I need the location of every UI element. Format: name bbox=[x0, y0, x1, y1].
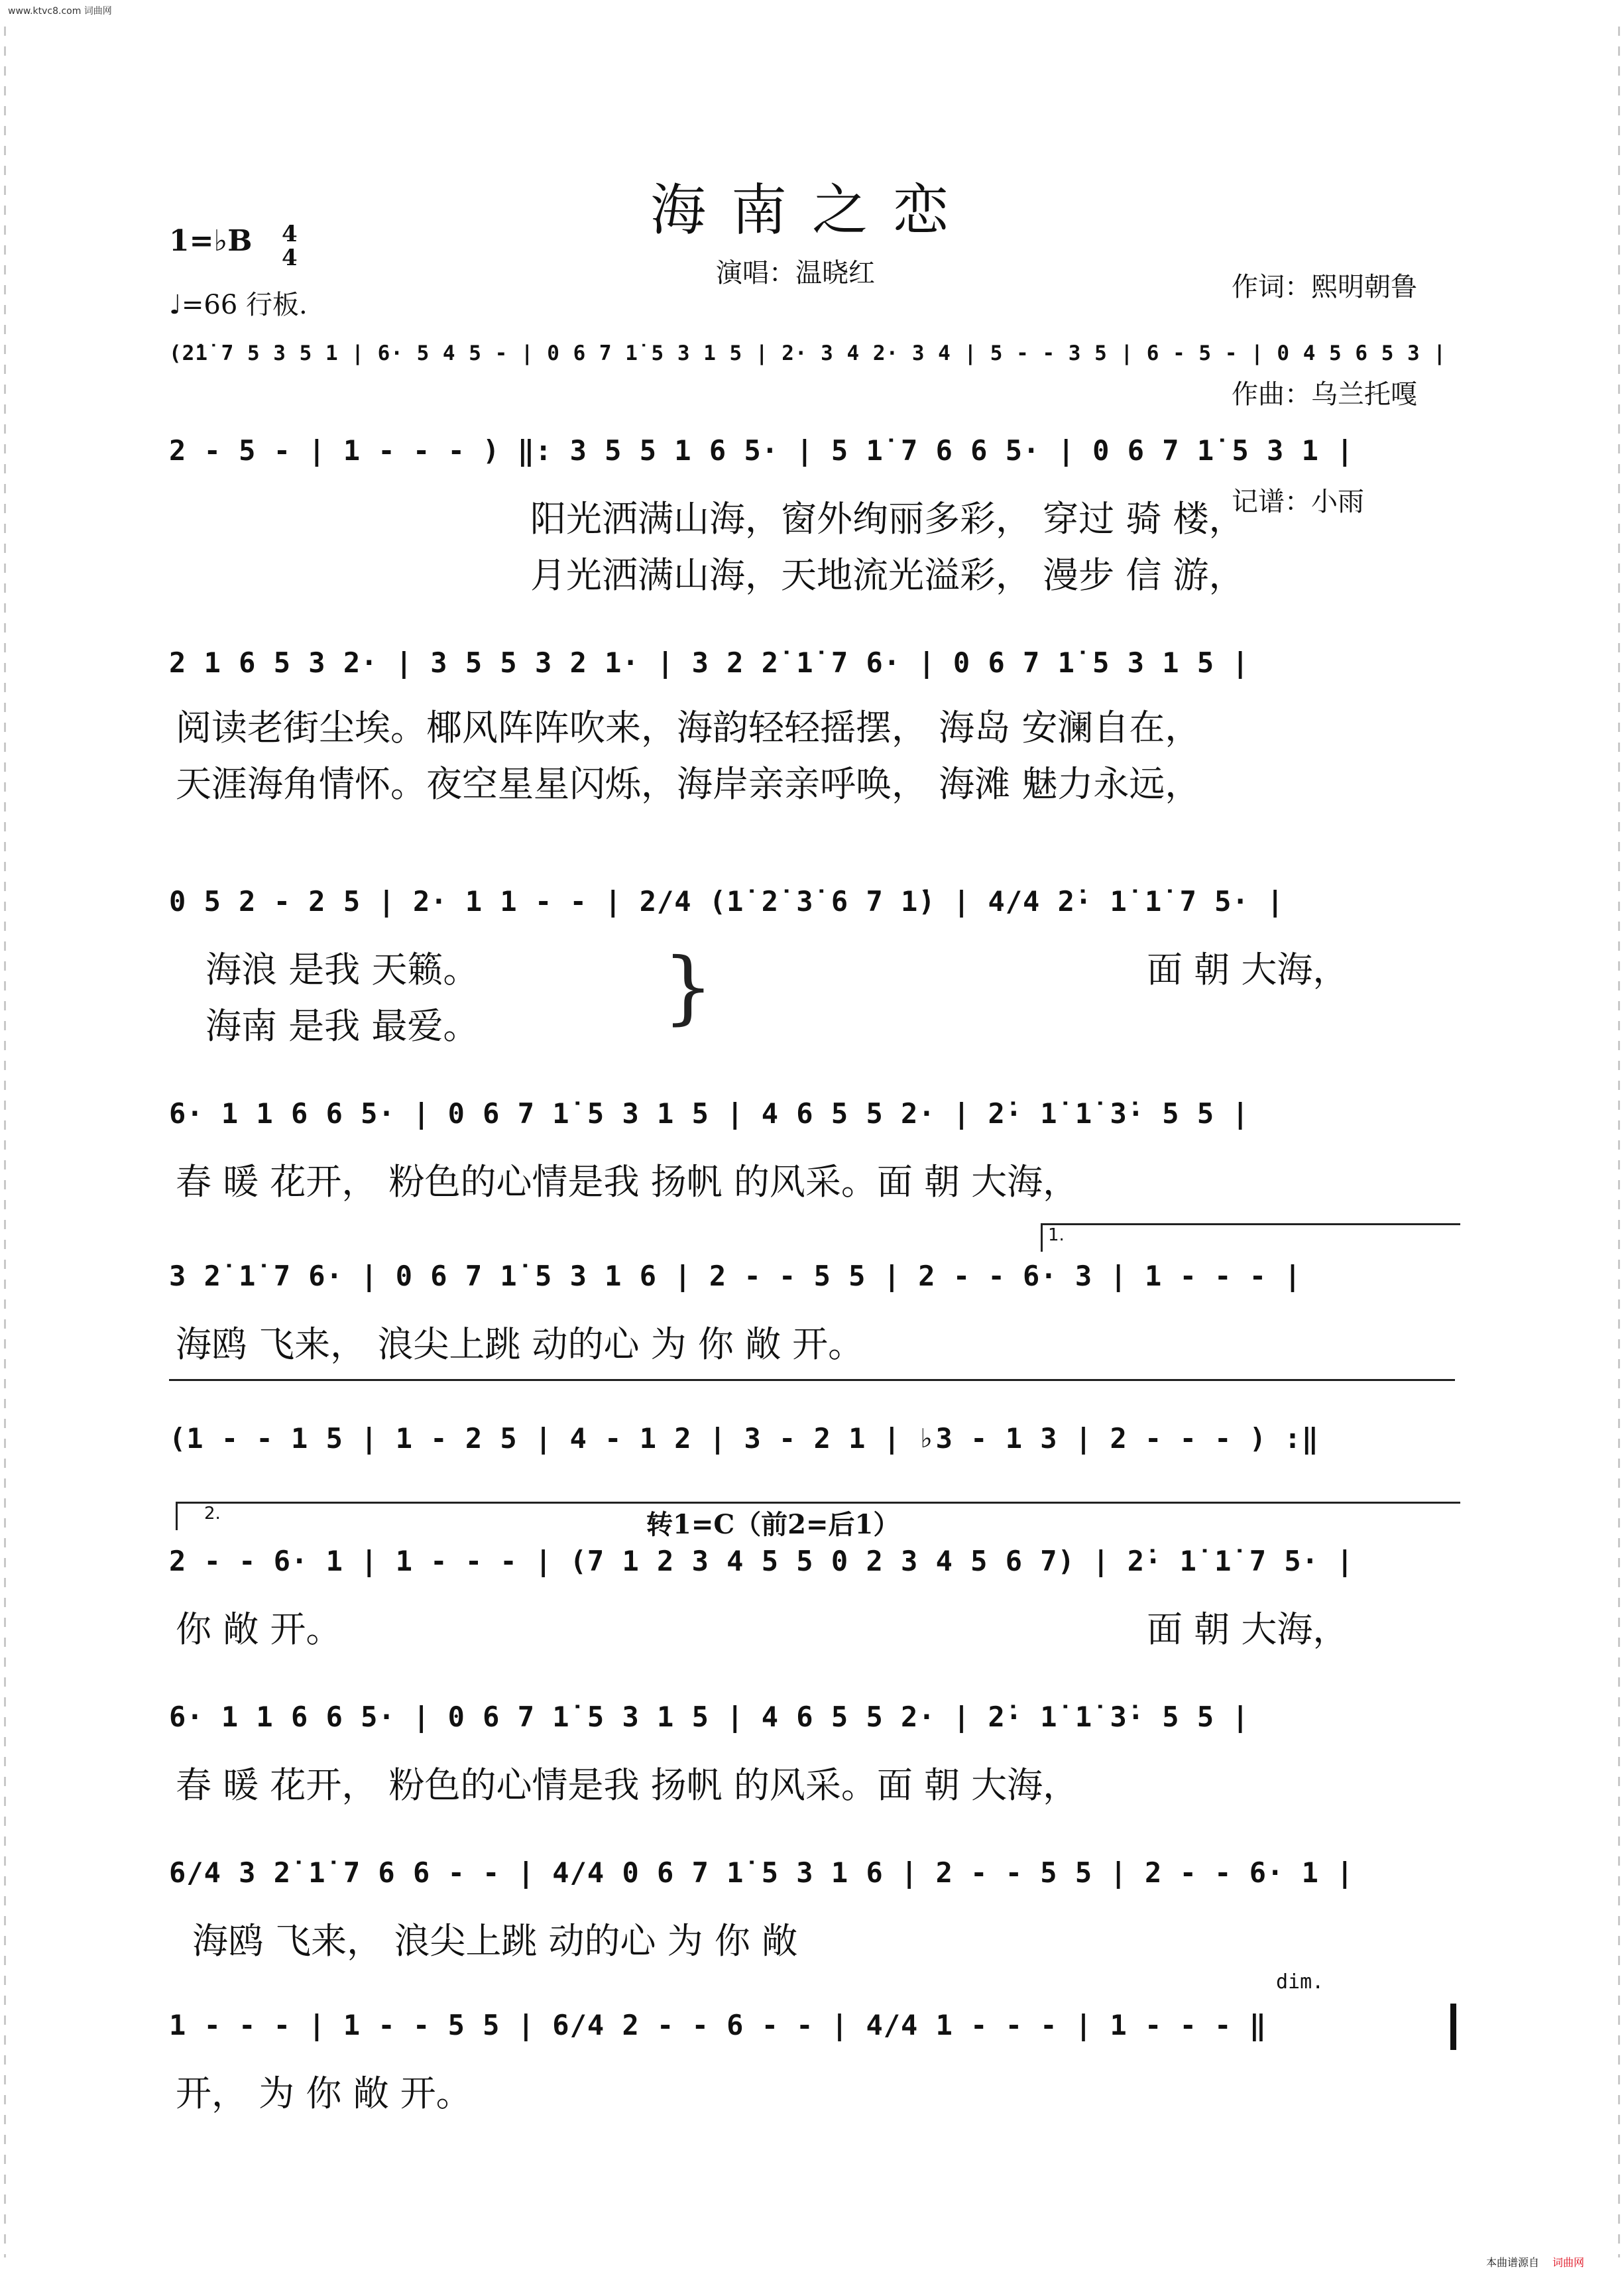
key-signature: 1=♭B bbox=[169, 224, 253, 258]
score-row-2: 2 - 5 - | 1 - - - ) ‖: 3 5 5 1 6 5· | 5 1̇ 7 6 6 5· | 0 6 7 1̇ 5 3 1 | bbox=[169, 434, 1354, 467]
score-row-6: 3 2̇ 1̇ 7 6· | 0 6 7 1̇ 5 3 1 6 | 2 - - 5 5 | 2 - - 6· 3 | 1 - - - | bbox=[169, 1260, 1302, 1292]
time-signature-top: 4 bbox=[282, 221, 298, 247]
lyric-row-8-refrain: 面 朝 大海， bbox=[1147, 1608, 1349, 1650]
footer bbox=[1486, 2254, 1584, 2269]
lyric-row-2-verse-1: 阳光洒满山海，窗外绚丽多彩， 穿过 骑 楼， bbox=[530, 498, 1245, 540]
song-title: 海南之恋 bbox=[650, 178, 974, 243]
footer-site-logo: 词曲网 bbox=[1552, 2256, 1584, 2269]
lyric-row-2-verse-2: 月光洒满山海，天地流光溢彩， 漫步 信 游， bbox=[530, 554, 1245, 596]
volta-1-bracket bbox=[1041, 1223, 1460, 1252]
credits-block bbox=[1232, 198, 1417, 556]
tempo-marking: ♩=66 行板. bbox=[169, 290, 308, 320]
lyric-row-5: 春 暖 花开， 粉色的心情是我 扬帆 的风采。面 朝 大海， bbox=[176, 1161, 1079, 1203]
time-signature-bottom: 4 bbox=[282, 245, 298, 271]
lyric-row-3-verse-2: 天涯海角情怀。夜空星星闪烁，海岸亲亲呼唤， 海滩 魅力永远， bbox=[176, 763, 1201, 805]
lyric-row-10: 海鸥 飞来， 浪尖上跳 动的心 为 你 敞 bbox=[192, 1920, 797, 1962]
final-barline bbox=[1450, 2004, 1456, 2050]
score-row-8: 2 - - 6· 1 | 1 - - - | (7 1 2 3 4 5 5 0 2 3 4 5 6 7) | 2̇· 1̇ 1̇ 7 5· | bbox=[169, 1545, 1354, 1577]
lyric-row-9: 春 暖 花开， 粉色的心情是我 扬帆 的风采。面 朝 大海， bbox=[176, 1764, 1079, 1806]
score-row-10: 6/4 3 2̇ 1̇ 7 6 6 - - | 4/4 0 6 7 1̇ 5 3 1 6 | 2 - - 5 5 | 2 - - 6· 1 | bbox=[169, 1856, 1354, 1889]
right-border-strip bbox=[1618, 27, 1620, 2257]
lyric-row-4-verse-2: 海南 是我 最爱。 bbox=[205, 1005, 479, 1047]
lyric-row-3-verse-1: 阅读老街尘埃。椰风阵阵吹来，海韵轻轻摇摆， 海岛 安澜自在， bbox=[176, 707, 1201, 749]
left-border-strip bbox=[4, 27, 6, 2257]
lyric-row-11: 开， 为 你 敞 开。 bbox=[176, 2073, 472, 2114]
singer-credit: 演唱：温晓红 bbox=[716, 258, 875, 288]
volta-2-label: 2. bbox=[204, 1504, 221, 1524]
modulation-marking: 转1=C（前2=后1） bbox=[646, 1509, 900, 1540]
volta-1-label: 1. bbox=[1048, 1225, 1065, 1245]
score-row-3: 2 1 6 5 3 2· | 3 5 5 3 2 1· | 3 2 2̇ 1̇ 7 6· | 0 6 7 1̇ 5 3 1 5 | bbox=[169, 646, 1249, 679]
composer-credit: 作曲：乌兰托嘎 bbox=[1232, 379, 1417, 410]
lyric-row-8: 你 敞 开。 bbox=[176, 1608, 342, 1650]
time-signature bbox=[282, 222, 298, 270]
score-row-1: (2̇1̇ 7 5 3 5 1 | 6· 5 4 5 - | 0 6 7 1̇ 5 3 1 5 | 2· 3 4 2· 3 4 | 5 - - 3 5 | 6 - 5 - | 0 4 5 6 5 3 | bbox=[169, 341, 1447, 365]
lyricist-credit: 作词：熙明朝鲁 bbox=[1232, 272, 1417, 302]
lyric-row-4-verse-1: 海浪 是我 天籁。 bbox=[205, 949, 479, 991]
site-watermark: www.ktvc8.com 词曲网 bbox=[8, 6, 112, 17]
score-row-9: 6· 1 1 6 6 5· | 0 6 7 1̇ 5 3 1 5 | 4 6 5 5 2· | 2̇· 1̇ 1̇ 3̇· 5 5 | bbox=[169, 1701, 1249, 1733]
volta-1-continuation bbox=[169, 1379, 1455, 1408]
lyric-row-6: 海鸥 飞来， 浪尖上跳 动的心 为 你 敞 开。 bbox=[176, 1323, 864, 1365]
score-row-7: (1 - - 1 5 | 1 - 2 5 | 4 - 1 2 | 3 - 2 1 | ♭3 - 1 3 | 2 - - - ) :‖ bbox=[169, 1422, 1319, 1455]
transcriber-credit: 记谱：小雨 bbox=[1232, 487, 1364, 517]
verse-brace: } bbox=[663, 941, 714, 1034]
score-row-4: 0 5 2 - 2 5 | 2· 1 1 - - | 2/4 (1̇ 2̇ 3̇ 6 7 1̇) | 4/4 2̇· 1̇ 1̇ 7 5· | bbox=[169, 885, 1285, 918]
score-row-5: 6· 1 1 6 6 5· | 0 6 7 1̇ 5 3 1 5 | 4 6 5 5 2· | 2̇· 1̇ 1̇ 3̇· 5 5 | bbox=[169, 1097, 1249, 1130]
score-row-11: 1 - - - | 1 - - 5 5 | 6/4 2 - - 6 - - | 4/4 1 - - - | 1 - - - ‖ bbox=[169, 2009, 1267, 2041]
footer-source: 本曲谱源自 bbox=[1485, 2256, 1539, 2269]
lyric-row-4-refrain: 面 朝 大海， bbox=[1147, 949, 1349, 991]
dim-marking: dim. bbox=[1276, 1970, 1324, 1994]
